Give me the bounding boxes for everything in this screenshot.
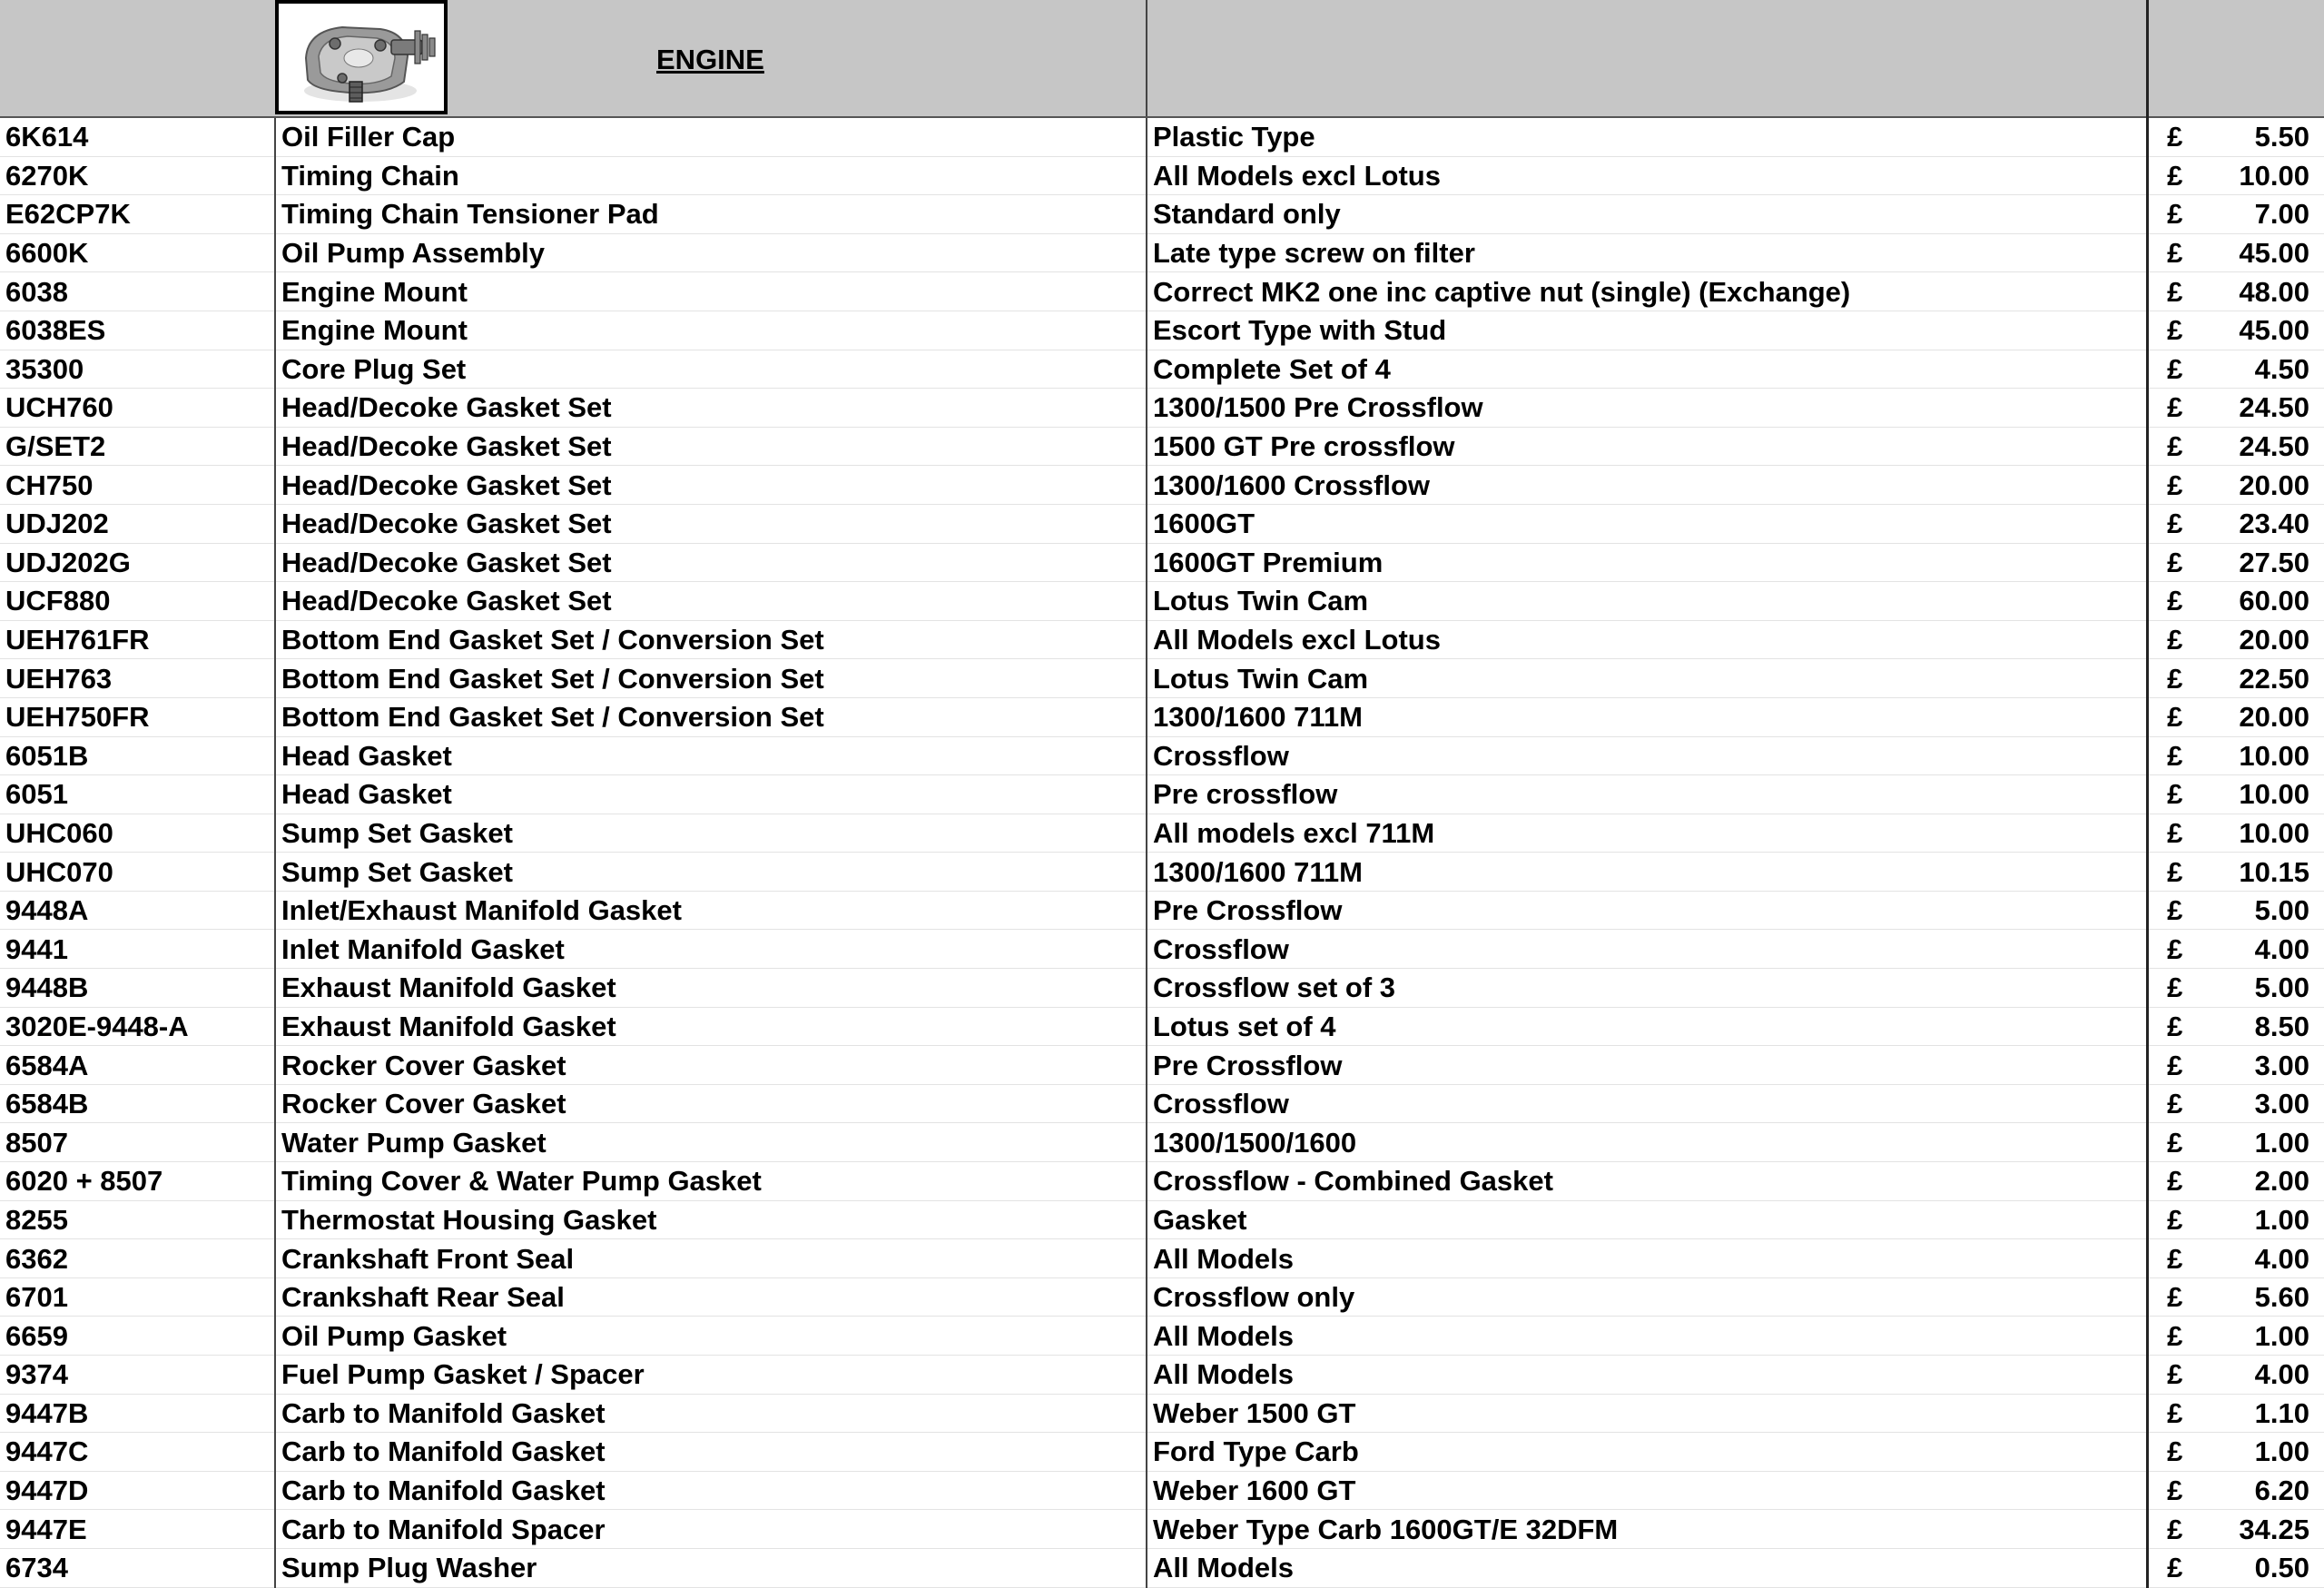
part-code: 9447E xyxy=(0,1510,275,1549)
part-price: 45.00 xyxy=(2201,311,2324,350)
table-row xyxy=(0,775,2324,814)
table-row xyxy=(0,466,2324,505)
section-header-row xyxy=(0,0,2324,117)
currency-symbol: £ xyxy=(2147,775,2201,814)
part-code: E62CP7K xyxy=(0,195,275,234)
currency-symbol: £ xyxy=(2147,1356,2201,1395)
part-code: 6051 xyxy=(0,775,275,814)
table-row xyxy=(0,1200,2324,1239)
oil-pump-photo-icon xyxy=(275,0,448,114)
part-application: Correct MK2 one inc captive nut (single) (Exchange) xyxy=(1147,272,2147,311)
part-description: Water Pump Gasket xyxy=(275,1123,1147,1162)
part-description: Head/Decoke Gasket Set xyxy=(275,504,1147,543)
part-price: 20.00 xyxy=(2201,697,2324,736)
currency-symbol: £ xyxy=(2147,736,2201,775)
part-code: UCF880 xyxy=(0,582,275,621)
part-price: 24.50 xyxy=(2201,427,2324,466)
part-description: Timing Chain xyxy=(275,156,1147,195)
currency-symbol: £ xyxy=(2147,582,2201,621)
part-description: Thermostat Housing Gasket xyxy=(275,1200,1147,1239)
part-price: 3.00 xyxy=(2201,1084,2324,1123)
currency-symbol: £ xyxy=(2147,1162,2201,1201)
part-application: Pre Crossflow xyxy=(1147,1046,2147,1085)
part-price: 5.00 xyxy=(2201,891,2324,930)
part-code: 6584A xyxy=(0,1046,275,1085)
part-price: 48.00 xyxy=(2201,272,2324,311)
part-code: 9447B xyxy=(0,1394,275,1433)
currency-symbol: £ xyxy=(2147,659,2201,698)
part-code: 6038ES xyxy=(0,311,275,350)
part-application: Crossflow - Combined Gasket xyxy=(1147,1162,2147,1201)
part-code: 9447D xyxy=(0,1471,275,1510)
part-description: Timing Cover & Water Pump Gasket xyxy=(275,1162,1147,1201)
part-code: UEH763 xyxy=(0,659,275,698)
header-cell-description xyxy=(275,0,1147,117)
part-description: Oil Pump Assembly xyxy=(275,233,1147,272)
part-price: 4.00 xyxy=(2201,1239,2324,1278)
part-description: Head Gasket xyxy=(275,775,1147,814)
currency-symbol: £ xyxy=(2147,543,2201,582)
part-code: UEH750FR xyxy=(0,697,275,736)
table-row xyxy=(0,504,2324,543)
table-row xyxy=(0,1239,2324,1278)
part-application: All Models xyxy=(1147,1548,2147,1587)
part-description: Sump Plug Washer xyxy=(275,1548,1147,1587)
part-application: Weber 1600 GT xyxy=(1147,1471,2147,1510)
part-price: 10.00 xyxy=(2201,814,2324,853)
part-price: 6.20 xyxy=(2201,1471,2324,1510)
part-code: UHC070 xyxy=(0,853,275,892)
table-row xyxy=(0,1548,2324,1587)
currency-symbol: £ xyxy=(2147,350,2201,389)
part-application: Weber Type Carb 1600GT/E 32DFM xyxy=(1147,1510,2147,1549)
part-price: 60.00 xyxy=(2201,582,2324,621)
part-application: Crossflow xyxy=(1147,1084,2147,1123)
part-application: 1300/1600 711M xyxy=(1147,697,2147,736)
part-code: 9448B xyxy=(0,969,275,1008)
part-description: Sump Set Gasket xyxy=(275,853,1147,892)
part-code: 6020 + 8507 xyxy=(0,1162,275,1201)
currency-symbol: £ xyxy=(2147,1548,2201,1587)
part-price: 4.00 xyxy=(2201,930,2324,969)
currency-symbol: £ xyxy=(2147,427,2201,466)
part-application: Plastic Type xyxy=(1147,117,2147,156)
table-row xyxy=(0,117,2324,156)
part-price: 1.00 xyxy=(2201,1200,2324,1239)
currency-symbol: £ xyxy=(2147,1007,2201,1046)
part-description: Bottom End Gasket Set / Conversion Set xyxy=(275,697,1147,736)
currency-symbol: £ xyxy=(2147,853,2201,892)
currency-symbol: £ xyxy=(2147,1433,2201,1472)
currency-symbol: £ xyxy=(2147,1471,2201,1510)
part-description: Crankshaft Rear Seal xyxy=(275,1277,1147,1317)
table-row xyxy=(0,272,2324,311)
part-price: 22.50 xyxy=(2201,659,2324,698)
part-description: Oil Filler Cap xyxy=(275,117,1147,156)
part-application: All Models xyxy=(1147,1356,2147,1395)
part-description: Sump Set Gasket xyxy=(275,814,1147,853)
currency-symbol: £ xyxy=(2147,969,2201,1008)
part-description: Head/Decoke Gasket Set xyxy=(275,389,1147,428)
part-price: 5.60 xyxy=(2201,1277,2324,1317)
part-application: Lotus Twin Cam xyxy=(1147,659,2147,698)
table-row xyxy=(0,736,2324,775)
table-row xyxy=(0,543,2324,582)
part-code: UDJ202 xyxy=(0,504,275,543)
part-code: 6038 xyxy=(0,272,275,311)
part-application: All Models excl Lotus xyxy=(1147,620,2147,659)
part-description: Rocker Cover Gasket xyxy=(275,1046,1147,1085)
part-description: Bottom End Gasket Set / Conversion Set xyxy=(275,620,1147,659)
table-row xyxy=(0,620,2324,659)
currency-symbol: £ xyxy=(2147,272,2201,311)
part-description: Head/Decoke Gasket Set xyxy=(275,543,1147,582)
currency-symbol: £ xyxy=(2147,930,2201,969)
part-price: 23.40 xyxy=(2201,504,2324,543)
currency-symbol: £ xyxy=(2147,1123,2201,1162)
part-application: Ford Type Carb xyxy=(1147,1433,2147,1472)
currency-symbol: £ xyxy=(2147,195,2201,234)
section-title: ENGINE xyxy=(656,44,764,75)
part-code: 8507 xyxy=(0,1123,275,1162)
part-price: 3.00 xyxy=(2201,1046,2324,1085)
table-row xyxy=(0,697,2324,736)
part-description: Exhaust Manifold Gasket xyxy=(275,1007,1147,1046)
part-application: Crossflow xyxy=(1147,736,2147,775)
part-code: 6K614 xyxy=(0,117,275,156)
part-code: 9441 xyxy=(0,930,275,969)
currency-symbol: £ xyxy=(2147,1046,2201,1085)
part-price: 5.00 xyxy=(2201,969,2324,1008)
part-price: 20.00 xyxy=(2201,620,2324,659)
currency-symbol: £ xyxy=(2147,117,2201,156)
table-row xyxy=(0,891,2324,930)
part-application: 1500 GT Pre crossflow xyxy=(1147,427,2147,466)
part-application: Gasket xyxy=(1147,1200,2147,1239)
part-price: 10.00 xyxy=(2201,775,2324,814)
part-description: Carb to Manifold Gasket xyxy=(275,1471,1147,1510)
part-description: Crankshaft Front Seal xyxy=(275,1239,1147,1278)
part-code: 3020E-9448-A xyxy=(0,1007,275,1046)
table-row xyxy=(0,1084,2324,1123)
table-row xyxy=(0,1356,2324,1395)
part-application: 1600GT xyxy=(1147,504,2147,543)
part-description: Inlet Manifold Gasket xyxy=(275,930,1147,969)
currency-symbol: £ xyxy=(2147,311,2201,350)
part-description: Rocker Cover Gasket xyxy=(275,1084,1147,1123)
part-price: 10.00 xyxy=(2201,156,2324,195)
part-code: 6659 xyxy=(0,1317,275,1356)
part-description: Bottom End Gasket Set / Conversion Set xyxy=(275,659,1147,698)
table-row xyxy=(0,195,2324,234)
part-price: 1.10 xyxy=(2201,1394,2324,1433)
part-description: Head/Decoke Gasket Set xyxy=(275,427,1147,466)
table-row xyxy=(0,350,2324,389)
currency-symbol: £ xyxy=(2147,814,2201,853)
part-code: 9374 xyxy=(0,1356,275,1395)
part-price: 0.50 xyxy=(2201,1548,2324,1587)
table-row xyxy=(0,156,2324,195)
currency-symbol: £ xyxy=(2147,697,2201,736)
part-description: Engine Mount xyxy=(275,272,1147,311)
part-application: 1300/1500/1600 xyxy=(1147,1123,2147,1162)
table-row xyxy=(0,311,2324,350)
part-description: Oil Pump Gasket xyxy=(275,1317,1147,1356)
table-row xyxy=(0,659,2324,698)
currency-symbol: £ xyxy=(2147,466,2201,505)
part-description: Engine Mount xyxy=(275,311,1147,350)
part-description: Head/Decoke Gasket Set xyxy=(275,466,1147,505)
table-row xyxy=(0,427,2324,466)
table-row xyxy=(0,1394,2324,1433)
currency-symbol: £ xyxy=(2147,1277,2201,1317)
part-application: Escort Type with Stud xyxy=(1147,311,2147,350)
part-code: G/SET2 xyxy=(0,427,275,466)
currency-symbol: £ xyxy=(2147,1394,2201,1433)
part-application: All Models xyxy=(1147,1239,2147,1278)
part-price: 5.50 xyxy=(2201,117,2324,156)
part-code: 6362 xyxy=(0,1239,275,1278)
part-application: Standard only xyxy=(1147,195,2147,234)
table-row xyxy=(0,233,2324,272)
currency-symbol: £ xyxy=(2147,1510,2201,1549)
part-application: All models excl 711M xyxy=(1147,814,2147,853)
part-application: 1300/1600 Crossflow xyxy=(1147,466,2147,505)
table-row xyxy=(0,1007,2324,1046)
part-price: 10.15 xyxy=(2201,853,2324,892)
part-application: Weber 1500 GT xyxy=(1147,1394,2147,1433)
table-row xyxy=(0,1317,2324,1356)
part-code: 6051B xyxy=(0,736,275,775)
part-code: UCH760 xyxy=(0,389,275,428)
table-row xyxy=(0,1433,2324,1472)
part-code: 6701 xyxy=(0,1277,275,1317)
part-price: 4.50 xyxy=(2201,350,2324,389)
part-description: Carb to Manifold Gasket xyxy=(275,1433,1147,1472)
table-row xyxy=(0,1471,2324,1510)
currency-symbol: £ xyxy=(2147,620,2201,659)
part-code: 35300 xyxy=(0,350,275,389)
part-description: Head/Decoke Gasket Set xyxy=(275,582,1147,621)
part-price: 27.50 xyxy=(2201,543,2324,582)
part-code: 6584B xyxy=(0,1084,275,1123)
currency-symbol: £ xyxy=(2147,1239,2201,1278)
header-cell-price xyxy=(2201,0,2324,117)
part-code: UEH761FR xyxy=(0,620,275,659)
part-description: Carb to Manifold Spacer xyxy=(275,1510,1147,1549)
table-row xyxy=(0,814,2324,853)
part-description: Core Plug Set xyxy=(275,350,1147,389)
currency-symbol: £ xyxy=(2147,1317,2201,1356)
table-row xyxy=(0,853,2324,892)
table-row xyxy=(0,1162,2324,1201)
part-application: Crossflow only xyxy=(1147,1277,2147,1317)
part-application: 1600GT Premium xyxy=(1147,543,2147,582)
part-description: Head Gasket xyxy=(275,736,1147,775)
part-description: Carb to Manifold Gasket xyxy=(275,1394,1147,1433)
currency-symbol: £ xyxy=(2147,504,2201,543)
part-price: 10.00 xyxy=(2201,736,2324,775)
part-price: 8.50 xyxy=(2201,1007,2324,1046)
part-price: 20.00 xyxy=(2201,466,2324,505)
part-price: 2.00 xyxy=(2201,1162,2324,1201)
part-code: 6734 xyxy=(0,1548,275,1587)
table-row xyxy=(0,1277,2324,1317)
part-application: Late type screw on filter xyxy=(1147,233,2147,272)
part-application: Crossflow xyxy=(1147,930,2147,969)
part-application: 1300/1600 711M xyxy=(1147,853,2147,892)
currency-symbol: £ xyxy=(2147,891,2201,930)
part-description: Fuel Pump Gasket / Spacer xyxy=(275,1356,1147,1395)
currency-symbol: £ xyxy=(2147,1200,2201,1239)
part-application: Pre crossflow xyxy=(1147,775,2147,814)
part-code: CH750 xyxy=(0,466,275,505)
table-row xyxy=(0,389,2324,428)
part-code: 6270K xyxy=(0,156,275,195)
part-code: 8255 xyxy=(0,1200,275,1239)
part-application: Pre Crossflow xyxy=(1147,891,2147,930)
part-application: All Models excl Lotus xyxy=(1147,156,2147,195)
part-code: 9447C xyxy=(0,1433,275,1472)
part-price: 4.00 xyxy=(2201,1356,2324,1395)
header-cell-code xyxy=(0,0,275,117)
part-code: UHC060 xyxy=(0,814,275,853)
part-price: 45.00 xyxy=(2201,233,2324,272)
part-price: 1.00 xyxy=(2201,1317,2324,1356)
table-row xyxy=(0,930,2324,969)
table-row xyxy=(0,1046,2324,1085)
part-application: 1300/1500 Pre Crossflow xyxy=(1147,389,2147,428)
part-price: 24.50 xyxy=(2201,389,2324,428)
header-cell-currency xyxy=(2147,0,2201,117)
part-price: 1.00 xyxy=(2201,1123,2324,1162)
part-application: All Models xyxy=(1147,1317,2147,1356)
table-row xyxy=(0,1510,2324,1549)
currency-symbol: £ xyxy=(2147,389,2201,428)
part-code: 6600K xyxy=(0,233,275,272)
part-code: UDJ202G xyxy=(0,543,275,582)
part-application: Lotus set of 4 xyxy=(1147,1007,2147,1046)
part-price: 7.00 xyxy=(2201,195,2324,234)
currency-symbol: £ xyxy=(2147,233,2201,272)
table-row xyxy=(0,969,2324,1008)
part-price: 1.00 xyxy=(2201,1433,2324,1472)
currency-symbol: £ xyxy=(2147,156,2201,195)
header-cell-application xyxy=(1147,0,2147,117)
part-description: Timing Chain Tensioner Pad xyxy=(275,195,1147,234)
part-application: Complete Set of 4 xyxy=(1147,350,2147,389)
part-price: 34.25 xyxy=(2201,1510,2324,1549)
currency-symbol: £ xyxy=(2147,1084,2201,1123)
part-application: Crossflow set of 3 xyxy=(1147,969,2147,1008)
part-application: Lotus Twin Cam xyxy=(1147,582,2147,621)
part-description: Exhaust Manifold Gasket xyxy=(275,969,1147,1008)
table-row xyxy=(0,582,2324,621)
part-description: Inlet/Exhaust Manifold Gasket xyxy=(275,891,1147,930)
table-row xyxy=(0,1123,2324,1162)
part-code: 9448A xyxy=(0,891,275,930)
